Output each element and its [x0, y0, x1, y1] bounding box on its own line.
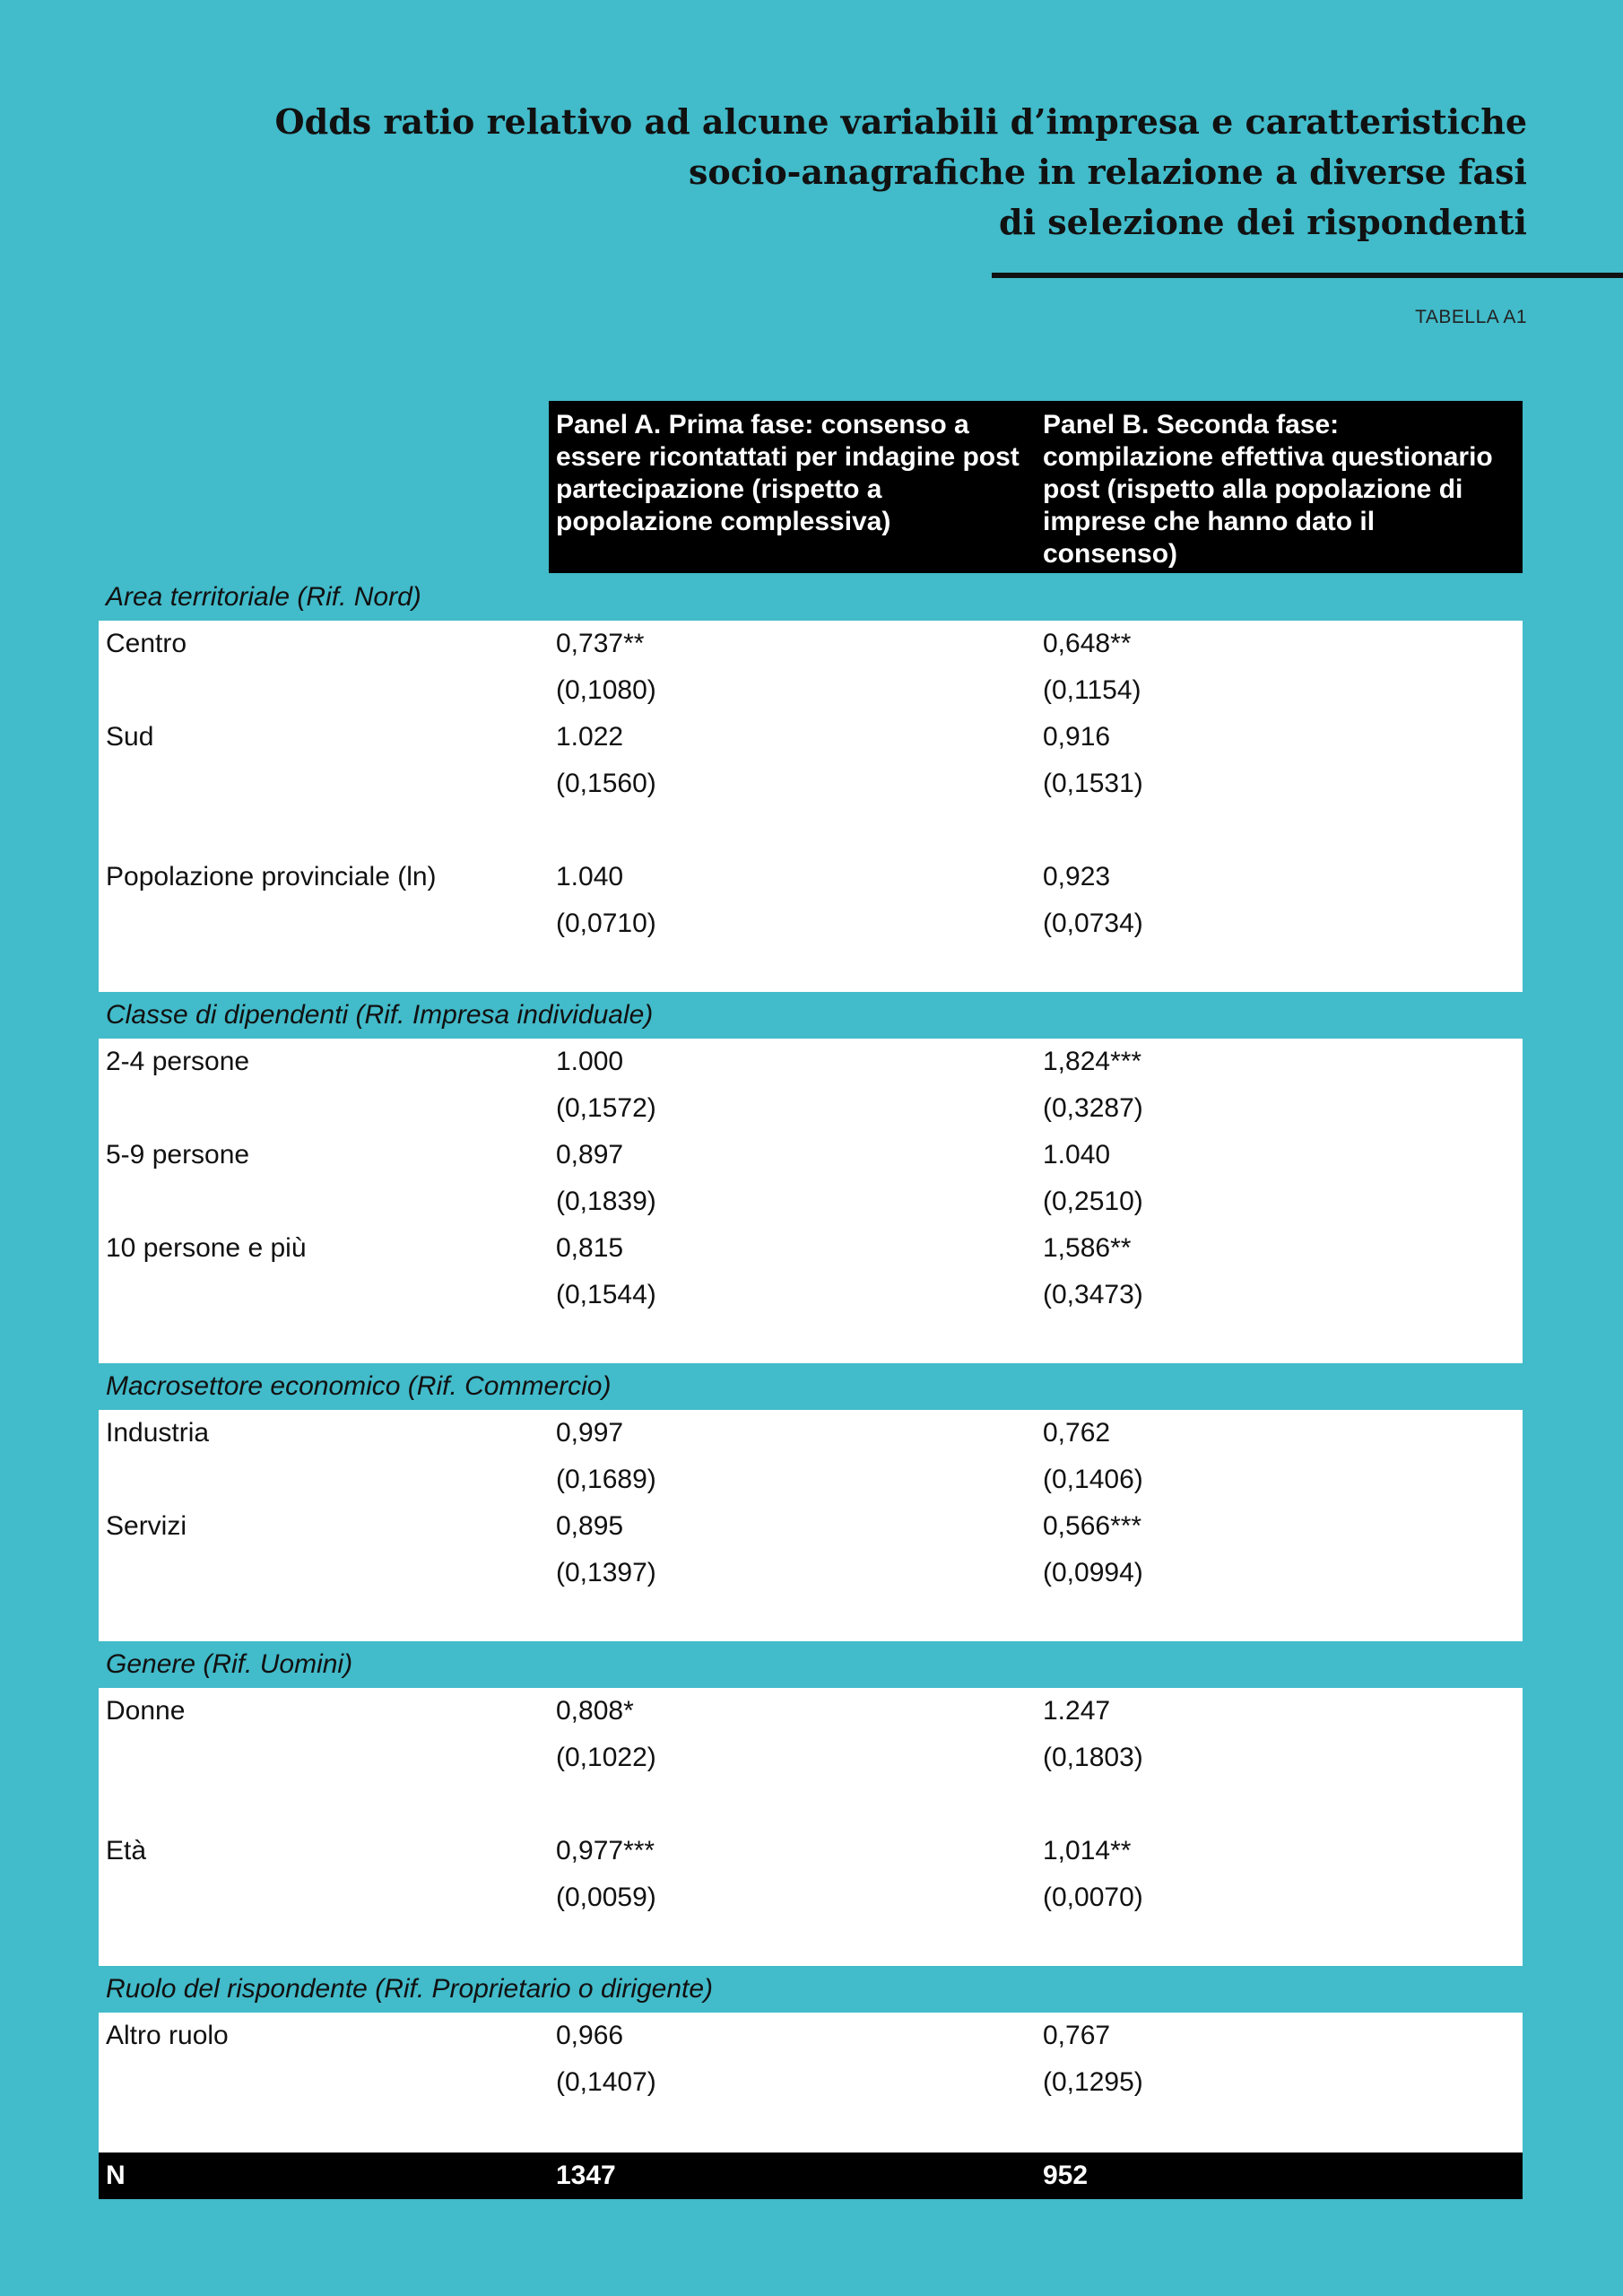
- panel-b-stderr: (0,1803): [1043, 1743, 1143, 1772]
- page-title: [182, 97, 1527, 248]
- panel-a-value: 0,895: [556, 1511, 624, 1541]
- table-row: [99, 1457, 1523, 1503]
- section-header-genere: Genere (Rif. Uomini): [106, 1649, 353, 1679]
- row-label: Età: [106, 1836, 147, 1866]
- n-panel-a: 1347: [556, 2161, 616, 2190]
- row-label: Popolazione provinciale (ln): [106, 862, 437, 891]
- table-row: [99, 1085, 1523, 1132]
- table-row: [99, 1828, 1523, 1874]
- section-block-ruolo: [99, 2013, 1523, 2152]
- panel-b-value: 0,767: [1043, 2021, 1111, 2050]
- table-row: [99, 1178, 1523, 1225]
- table-row: [99, 1503, 1523, 1550]
- panel-b-value: 0,648**: [1043, 629, 1132, 658]
- table-row: [99, 2059, 1523, 2106]
- panel-b-value: 1.247: [1043, 1696, 1111, 1726]
- panel-a-value: 0,997: [556, 1418, 624, 1448]
- row-label: Altro ruolo: [106, 2021, 229, 2050]
- n-panel-b: 952: [1043, 2161, 1089, 2190]
- panel-a-stderr: (0,0710): [556, 909, 656, 938]
- panel-a-stderr: (0,1397): [556, 1558, 656, 1587]
- row-label: 2-4 persone: [106, 1047, 250, 1076]
- title-underline: [992, 273, 1623, 278]
- panel-a-value: 0,737**: [556, 629, 645, 658]
- table-row: [99, 667, 1523, 714]
- panel-a-value: 0,977***: [556, 1836, 655, 1866]
- table-row: [99, 1039, 1523, 1085]
- row-label: 10 persone e più: [106, 1233, 307, 1263]
- table-row: [99, 2013, 1523, 2059]
- panel-b-stderr: (0,1531): [1043, 769, 1143, 798]
- panel-b-stderr: (0,0734): [1043, 909, 1143, 938]
- table-label: TABELLA A1: [1415, 307, 1527, 327]
- panel-a-value: 0,897: [556, 1140, 624, 1170]
- panel-a-value: 1.000: [556, 1047, 624, 1076]
- panel-b-value: 1,014**: [1043, 1836, 1132, 1866]
- panel-a-value: 1.022: [556, 722, 624, 752]
- table-row: [99, 1132, 1523, 1178]
- panel-b-value: 1,586**: [1043, 1233, 1132, 1263]
- panel-a-value: 0,808*: [556, 1696, 634, 1726]
- table-row: [99, 1874, 1523, 1921]
- table-row: [99, 1550, 1523, 1596]
- table-row: [99, 1688, 1523, 1735]
- n-row: [99, 2152, 1523, 2199]
- panel-b-stderr: (0,1154): [1043, 675, 1141, 705]
- panel-a-stderr: (0,0059): [556, 1883, 656, 1912]
- section-block-genere: [99, 1688, 1523, 1966]
- panel-b-stderr: (0,0994): [1043, 1558, 1143, 1587]
- table-row: [99, 1225, 1523, 1272]
- table-row: [99, 900, 1523, 947]
- panel-b-value: 0,762: [1043, 1418, 1111, 1448]
- section-header-classe: Classe di dipendenti (Rif. Impresa individuale): [106, 1000, 654, 1030]
- section-block-macrosettore: [99, 1410, 1523, 1641]
- panel-b-stderr: (0,1295): [1043, 2067, 1143, 2097]
- table-row: [99, 761, 1523, 807]
- panel-b-value: 1.040: [1043, 1140, 1111, 1170]
- title-line-2: socio-anagrafiche in relazione a diverse fasi: [689, 152, 1527, 192]
- table-row: [99, 1735, 1523, 1781]
- table-row: [99, 714, 1523, 761]
- panel-a-stderr: (0,1839): [556, 1187, 656, 1216]
- panel-b-stderr: (0,3473): [1043, 1280, 1143, 1309]
- panel-a-stderr: (0,1080): [556, 675, 656, 705]
- panel-b-value: 1,824***: [1043, 1047, 1142, 1076]
- panel-b-value: 0,923: [1043, 862, 1111, 891]
- table-row: [99, 1410, 1523, 1457]
- row-label: Sud: [106, 722, 154, 752]
- panel-b-stderr: (0,1406): [1043, 1465, 1143, 1494]
- panel-a-value: 0,966: [556, 2021, 624, 2050]
- row-label: Industria: [106, 1418, 210, 1448]
- row-label: 5-9 persone: [106, 1140, 250, 1170]
- section-header-area: Area territoriale (Rif. Nord): [106, 582, 421, 612]
- row-label: Servizi: [106, 1511, 187, 1541]
- panel-b-value: 0,916: [1043, 722, 1111, 752]
- panel-a-stderr: (0,1407): [556, 2067, 656, 2097]
- panel-b-stderr: (0,2510): [1043, 1187, 1143, 1216]
- row-label: Donne: [106, 1696, 186, 1726]
- panel-a-stderr: (0,1544): [556, 1280, 656, 1309]
- table-row: [99, 1272, 1523, 1318]
- panel-b-value: 0,566***: [1043, 1511, 1142, 1541]
- panel-b-stderr: (0,0070): [1043, 1883, 1143, 1912]
- panel-a-value: 0,815: [556, 1233, 624, 1263]
- section-header-macrosettore: Macrosettore economico (Rif. Commercio): [106, 1371, 612, 1401]
- row-label: Centro: [106, 629, 187, 658]
- title-line-3: di selezione dei rispondenti: [999, 202, 1527, 242]
- table-row: [99, 854, 1523, 900]
- section-block-classe: [99, 1039, 1523, 1363]
- section-header-ruolo: Ruolo del rispondente (Rif. Proprietario o dirigente): [106, 1974, 714, 2004]
- panel-b-header: Panel B. Seconda fase: compilazione effettiva questionario post (rispetto alla popolazione di imprese che hanno dato il consenso): [1036, 401, 1523, 573]
- panel-a-value: 1.040: [556, 862, 624, 891]
- panel-b-stderr: (0,3287): [1043, 1093, 1143, 1123]
- panel-a-header: Panel A. Prima fase: consenso a essere ricontattati per indagine post partecipazione (rispetto a popolazione complessiva): [549, 401, 1036, 573]
- panel-a-stderr: (0,1022): [556, 1743, 656, 1772]
- section-block-area: [99, 621, 1523, 992]
- panel-a-stderr: (0,1689): [556, 1465, 656, 1494]
- panel-a-stderr: (0,1560): [556, 769, 656, 798]
- title-line-1: Odds ratio relativo ad alcune variabili d’impresa e caratteristiche: [274, 101, 1527, 142]
- table-row: [99, 621, 1523, 667]
- n-label: N: [106, 2161, 126, 2190]
- panel-a-stderr: (0,1572): [556, 1093, 656, 1123]
